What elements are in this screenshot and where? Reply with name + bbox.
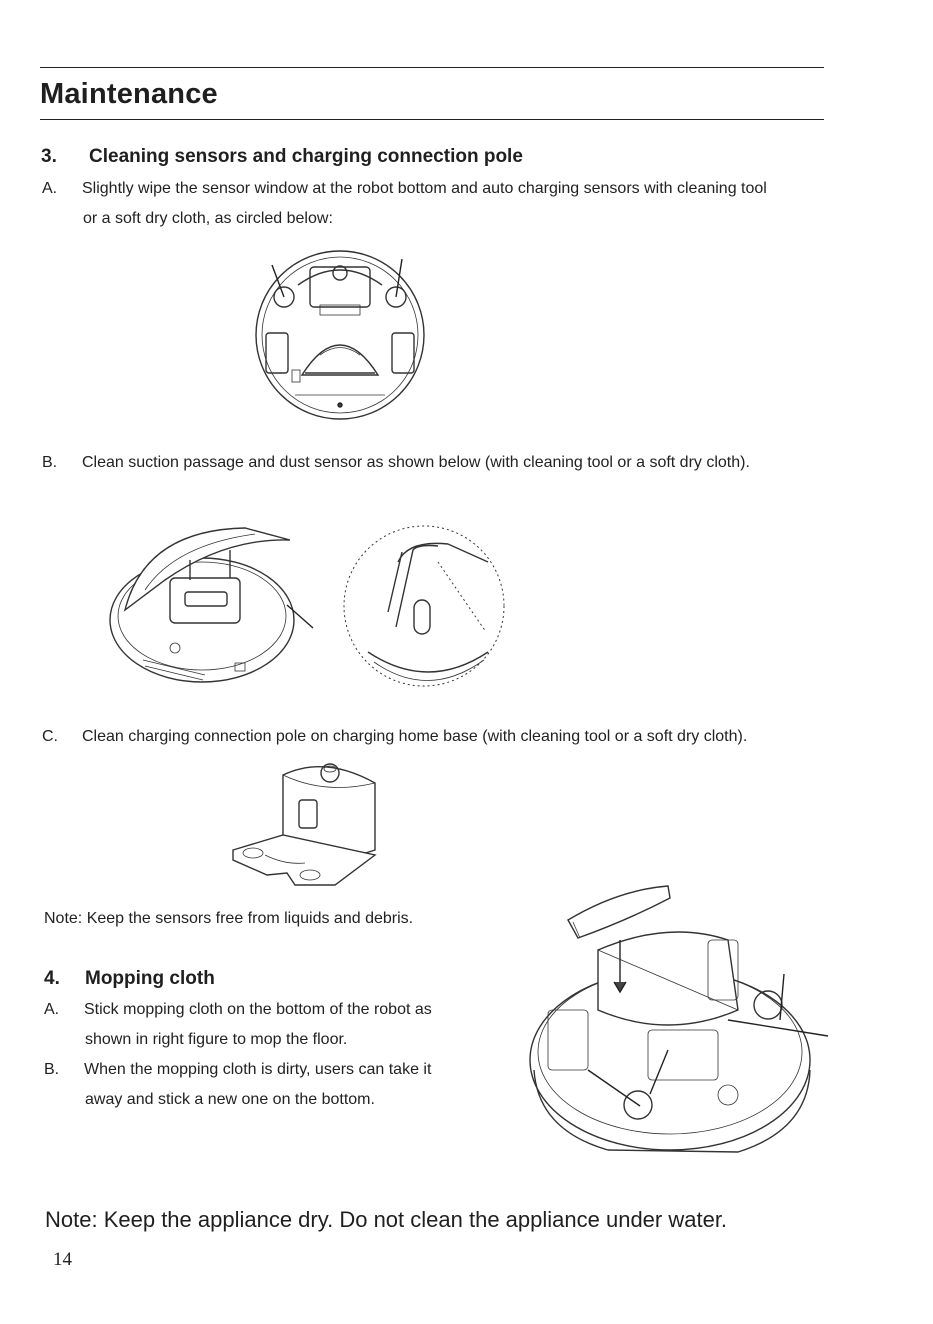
header-rule-bottom [40,119,824,120]
robot-open-lid-illustration [105,520,320,690]
paragraph-4a [44,995,504,1055]
section-4-title: Mopping cloth [85,968,215,989]
section-3-heading [41,146,523,168]
item-text-3c: Clean charging connection pole on charging home base (with cleaning tool or a soft dry cloth). [82,728,748,745]
page-number: 14 [53,1249,72,1270]
item-text-3a-line2: or a soft dry cloth, as circled below: [83,210,333,227]
section-3-number: 3. [41,146,57,167]
paragraph-3c [42,722,892,752]
item-label-4b: B. [44,1061,60,1078]
item-text-4b-line1: When the mopping cloth is dirty, users can take it [84,1061,432,1078]
item-label-3a: A. [42,180,58,197]
section-3-title: Cleaning sensors and charging connection pole [89,146,523,167]
robot-underside-illustration [250,245,430,425]
dust-sensor-closeup-illustration [338,522,510,692]
mopping-cloth-illustration [528,880,833,1160]
section-4-number: 4. [44,968,60,989]
item-text-4a-line1: Stick mopping cloth on the bottom of the robot as [84,1001,432,1018]
item-label-3b: B. [42,454,58,471]
item-text-3a-line1: Slightly wipe the sensor window at the robot bottom and auto charging sensors with cleaning tool [82,180,767,197]
item-label-3c: C. [42,728,58,745]
item-text-4a-line2: shown in right figure to mop the floor. [85,1031,348,1048]
paragraph-4b [44,1055,504,1115]
item-label-4a: A. [44,1001,60,1018]
sensor-note: Note: Keep the sensors free from liquids and debris. [44,910,414,927]
paragraph-3b [42,448,892,478]
item-text-4b-line2: away and stick a new one on the bottom. [85,1091,375,1108]
charging-base-illustration [225,755,385,895]
section-4-heading [44,968,215,990]
header-rule-top [40,67,824,68]
final-note: Note: Keep the appliance dry. Do not clean the appliance under water. [45,1207,728,1232]
page-title: Maintenance [40,78,218,110]
item-text-3b: Clean suction passage and dust sensor as shown below (with cleaning tool or a soft dry cloth). [82,454,750,471]
paragraph-3a [42,174,892,234]
